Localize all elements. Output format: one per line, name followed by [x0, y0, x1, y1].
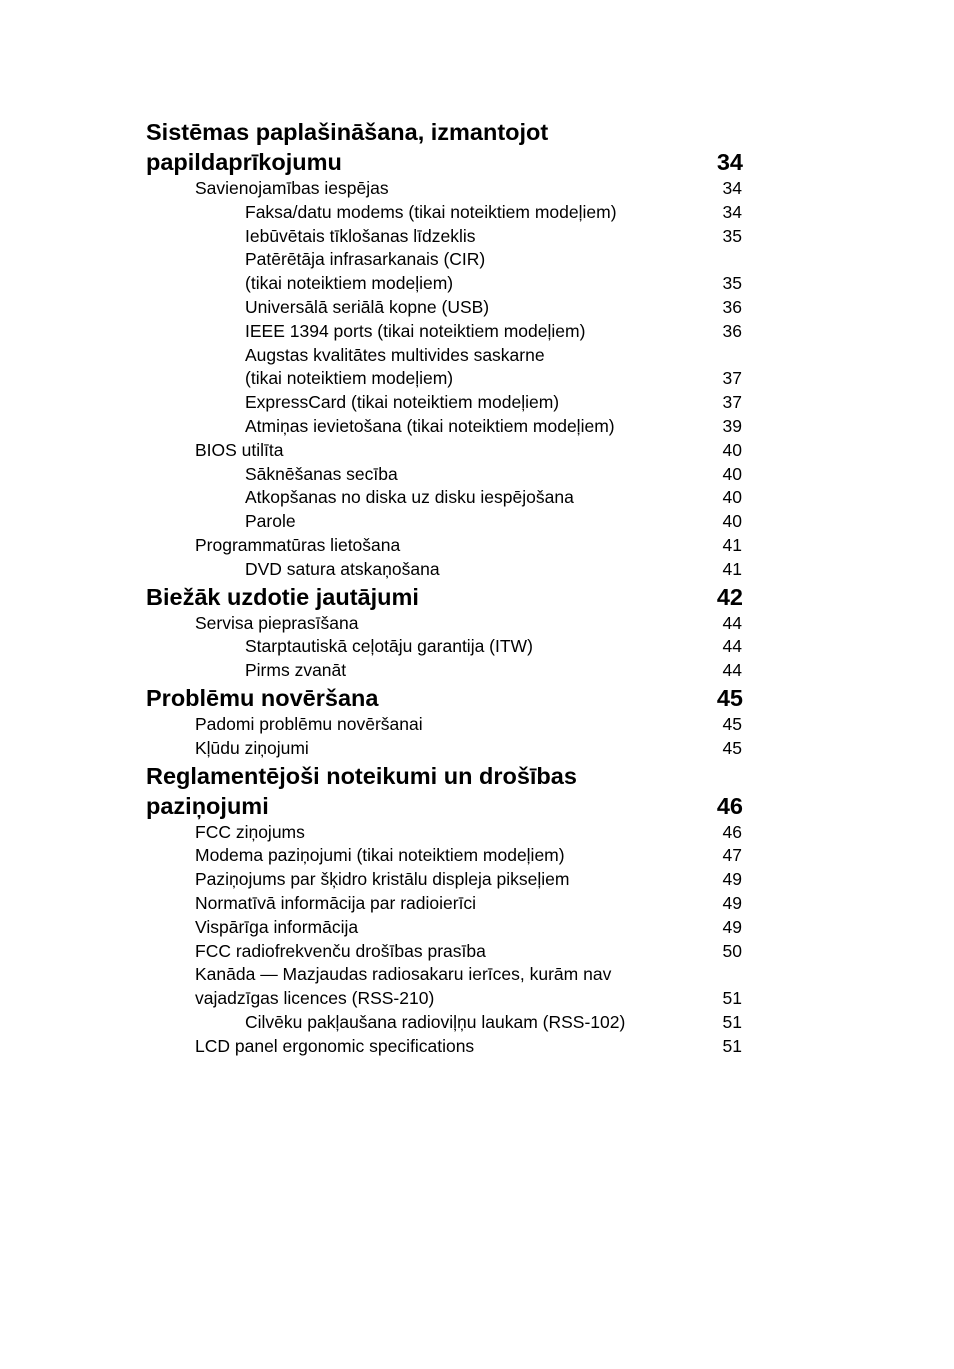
toc-entry-title: Patērētāja infrasarkanais (CIR) [245, 249, 486, 270]
toc-chapter-row[interactable] [0, 147, 954, 177]
toc-chapter-row[interactable] [0, 791, 954, 821]
toc-entry-title: Kļūdu ziņojumi [195, 737, 309, 758]
toc-entry-title: papildaprīkojumu [146, 149, 342, 175]
toc-page-number: 35 [722, 273, 742, 294]
toc-section-row[interactable] [0, 612, 954, 636]
toc-page-number: 47 [722, 845, 742, 866]
toc-entry-title: Biežāk uzdotie jautājumi [146, 583, 419, 610]
toc-subsection-row[interactable] [0, 296, 954, 320]
toc-entry-title: Atmiņas ievietošana (tikai noteiktiem modeļiem) [245, 415, 615, 436]
toc-subsection-row[interactable] [0, 635, 954, 659]
toc-subsection-row[interactable] [0, 486, 954, 510]
toc-page-number: 51 [722, 1011, 742, 1032]
toc-page-number: 40 [722, 439, 742, 460]
toc-page-number: 49 [722, 892, 742, 913]
toc-entry-title: BIOS utilīta [195, 439, 284, 460]
toc-page-number: 46 [716, 792, 743, 819]
toc-subsection-row[interactable] [0, 463, 954, 487]
toc-subsection-row[interactable] [0, 272, 954, 296]
toc-entry-title: Normatīvā informācija par radioierīci [195, 892, 477, 913]
toc-entry-title: Reglamentējoši noteikumi un drošības [146, 762, 577, 789]
toc-page-number: 34 [722, 201, 742, 222]
toc-page-number: 37 [722, 392, 742, 413]
toc-page-number: 40 [722, 511, 742, 532]
toc-page-number: 41 [722, 534, 742, 555]
toc-entry-title: Atkopšanas no diska uz disku iespējošana [245, 487, 574, 508]
toc-page-number: 50 [722, 940, 742, 961]
toc-entry-title: Pirms zvanāt [245, 660, 347, 681]
toc-entry-title: Parole [245, 511, 296, 532]
toc-page-number: 34 [716, 149, 743, 175]
toc-subsection-row[interactable] [0, 415, 954, 439]
toc-page-number: 51 [722, 1035, 742, 1056]
toc-entry-title: Iebūvētais tīklošanas līdzeklis [245, 225, 476, 246]
toc-entry-title: Servisa pieprasīšana [195, 612, 359, 633]
toc-entry-title: Paziņojums par šķidro kristālu displeja pikseļiem [195, 869, 570, 890]
toc-subsection-row[interactable] [0, 510, 954, 534]
toc-entry-title: Padomi problēmu novēršanai [195, 713, 423, 734]
toc-section-row[interactable] [0, 844, 954, 868]
toc-page-number: 45 [722, 713, 742, 734]
toc-page-number: 42 [716, 583, 743, 610]
toc-section-row[interactable] [0, 534, 954, 558]
toc-entry-title: Kanāda — Mazjaudas radiosakaru ierīces, kurām nav [195, 964, 612, 985]
toc-subsection-row[interactable] [0, 558, 954, 582]
toc-page-number: 36 [722, 320, 742, 341]
toc-section-row[interactable] [0, 1035, 954, 1059]
toc-page-number: 44 [722, 612, 742, 633]
table-of-contents [0, 117, 954, 1059]
toc-entry-title: Problēmu novēršana [146, 684, 379, 711]
toc-entry-title: Universālā seriālā kopne (USB) [245, 296, 490, 317]
toc-chapter-row[interactable] [0, 117, 954, 147]
toc-section-row[interactable] [0, 439, 954, 463]
toc-entry-title: (tikai noteiktiem modeļiem) [245, 273, 454, 294]
toc-page-number: 41 [722, 558, 742, 579]
toc-subsection-row[interactable] [0, 344, 954, 368]
toc-subsection-row[interactable] [0, 367, 954, 391]
toc-entry-title: Augstas kvalitātes multivides saskarne [245, 344, 545, 365]
toc-page-number: 49 [722, 869, 742, 890]
toc-entry-title: Modema paziņojumi (tikai noteiktiem modeļiem) [195, 845, 565, 866]
toc-page-number: 49 [722, 916, 742, 937]
toc-section-row[interactable] [0, 987, 954, 1011]
toc-entry-title: ExpressCard (tikai noteiktiem modeļiem) [245, 392, 560, 413]
toc-entry-title: LCD panel ergonomic specifications [195, 1035, 475, 1056]
toc-section-row[interactable] [0, 868, 954, 892]
toc-subsection-row[interactable] [0, 201, 954, 225]
toc-chapter-row[interactable] [0, 582, 954, 612]
toc-page-number: 45 [722, 737, 742, 758]
toc-subsection-row[interactable] [0, 248, 954, 272]
toc-section-row[interactable] [0, 963, 954, 987]
toc-subsection-row[interactable] [0, 225, 954, 249]
toc-subsection-row[interactable] [0, 1011, 954, 1035]
toc-page-number: 36 [722, 296, 742, 317]
toc-subsection-row[interactable] [0, 391, 954, 415]
toc-page-number: 37 [722, 368, 742, 389]
toc-entry-title: FCC radiofrekvenču drošības prasība [195, 940, 486, 961]
toc-entry-title: Programmatūras lietošana [195, 534, 401, 555]
toc-section-row[interactable] [0, 177, 954, 201]
toc-entry-title: Faksa/datu modems (tikai noteiktiem modeļiem) [245, 201, 617, 222]
toc-page-number: 40 [722, 463, 742, 484]
toc-page-number: 44 [722, 636, 742, 657]
toc-section-row[interactable] [0, 916, 954, 940]
toc-entry-title: Starptautiskā ceļotāju garantija (ITW) [245, 636, 533, 657]
toc-page-number: 40 [722, 487, 742, 508]
toc-entry-title: paziņojumi [146, 792, 269, 819]
toc-entry-title: IEEE 1394 ports (tikai noteiktiem modeļiem) [245, 320, 586, 341]
toc-section-row[interactable] [0, 713, 954, 737]
toc-entry-title: Vispārīga informācija [195, 916, 359, 937]
toc-subsection-row[interactable] [0, 659, 954, 683]
toc-page-number: 34 [722, 178, 742, 198]
toc-entry-title: Cilvēku pakļaušana radioviļņu laukam (RSS-102) [245, 1011, 626, 1032]
toc-page-number: 45 [716, 684, 743, 711]
toc-entry-title: (tikai noteiktiem modeļiem) [245, 368, 454, 389]
toc-chapter-row[interactable] [0, 683, 954, 713]
toc-section-row[interactable] [0, 892, 954, 916]
toc-page-number: 35 [722, 225, 742, 246]
toc-section-row[interactable] [0, 940, 954, 964]
toc-entry-title: FCC ziņojums [195, 821, 305, 842]
toc-section-row[interactable] [0, 821, 954, 845]
toc-section-row[interactable] [0, 737, 954, 761]
toc-subsection-row[interactable] [0, 320, 954, 344]
toc-page-number: 44 [722, 660, 742, 681]
toc-entry-title: vajadzīgas licences (RSS-210) [195, 988, 435, 1009]
toc-entry-title: DVD satura atskaņošana [245, 558, 440, 579]
toc-page-number: 51 [722, 988, 742, 1009]
toc-page-number: 39 [722, 415, 742, 436]
toc-entry-title: Savienojamības iespējas [195, 178, 389, 198]
toc-page-number: 46 [722, 821, 742, 842]
toc-chapter-row[interactable] [0, 761, 954, 791]
toc-entry-title: Sāknēšanas secība [245, 463, 398, 484]
toc-entry-title: Sistēmas paplašināšana, izmantojot [146, 119, 549, 145]
